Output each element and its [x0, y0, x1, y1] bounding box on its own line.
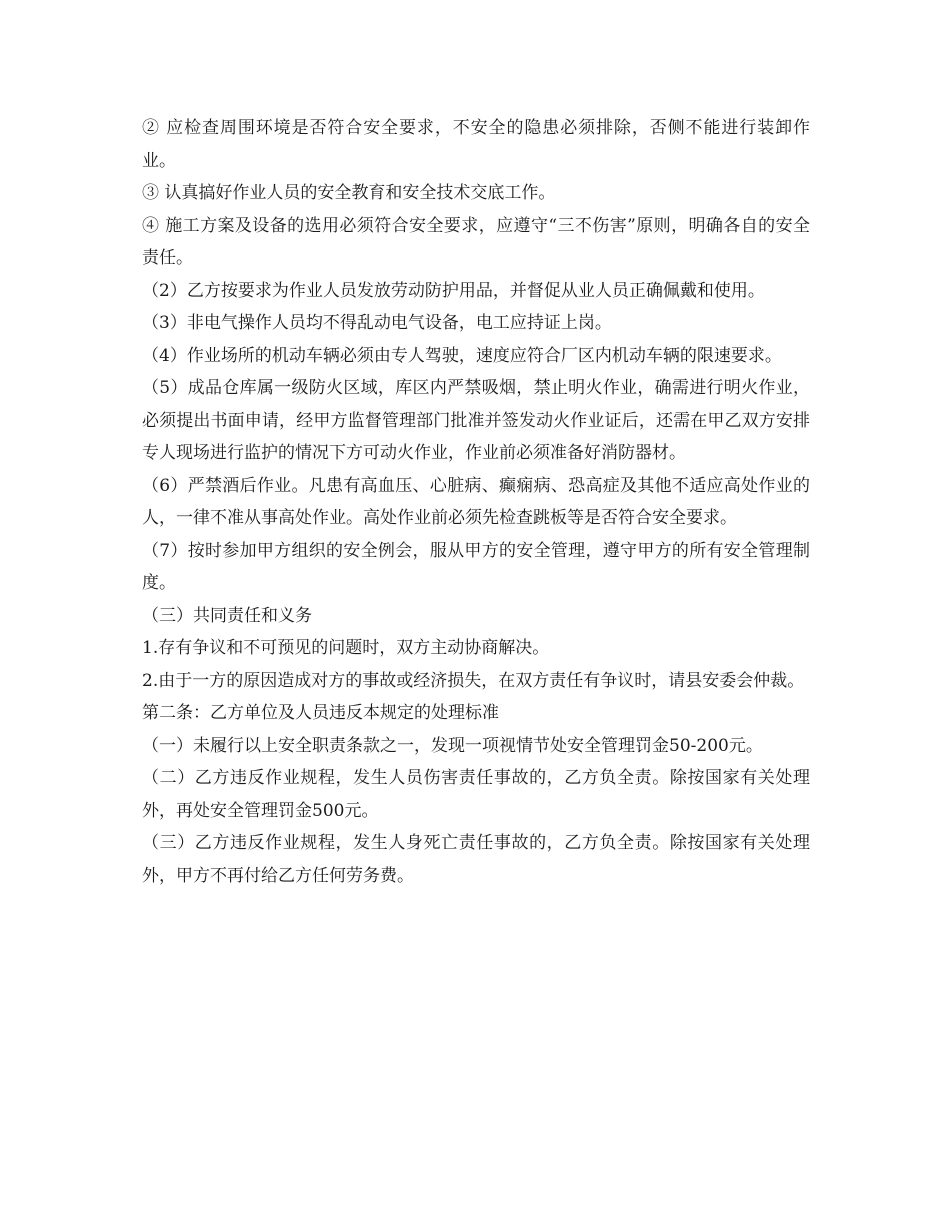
paragraph-clause-2-protective-equipment: （2）乙方按要求为作业人员发放劳动防护用品，并督促从业人员正确佩戴和使用。: [142, 280, 765, 301]
paragraph-penalty-2: （二）乙方违反作业规程，发生人员伤害责任事故的，乙方负全责。除按国家有关处理外，再处安全管理罚金500元。: [142, 768, 810, 821]
section-heading-joint-responsibility: （三）共同责任和义务: [142, 605, 312, 626]
paragraph-penalty-3: （三）乙方违反作业规程，发生人身死亡责任事故的，乙方负全责。除按国家有关处理外，甲方不再付给乙方任何劳务费。: [142, 833, 810, 886]
paragraph-item-4-construction-plan: ④ 施工方案及设备的选用必须符合安全要求，应遵守“三不伤害”原则，明确各自的安全责任。: [142, 215, 810, 268]
paragraph-joint-1-disputes: 1.存有争议和不可预见的问题时，双方主动协商解决。: [142, 638, 550, 658]
paragraph-joint-2-arbitration: 2.由于一方的原因造成对方的事故或经济损失，在双方责任有争议时，请县安委会仲裁。: [142, 670, 805, 691]
paragraph-clause-3-electrical: （3）非电气操作人员均不得乱动电气设备，电工应持证上岗。: [142, 313, 612, 333]
paragraph-penalty-1: （一）未履行以上安全职责条款之一，发现一项视情节处安全管理罚金50-200元。: [142, 735, 763, 756]
paragraph-item-2-inspection: ② 应检查周围环境是否符合安全要求，不安全的隐患必须排除，否侧不能进行装卸作业。: [142, 118, 810, 171]
article-heading-2-penalties: 第二条：乙方单位及人员违反本规定的处理标准: [142, 703, 499, 723]
paragraph-clause-4-vehicles: （4）作业场所的机动车辆必须由专人驾驶，速度应符合厂区内机动车辆的限速要求。: [142, 345, 782, 366]
document-body: [142, 112, 810, 892]
paragraph-clause-7-safety-meetings: （7）按时参加甲方组织的安全例会，服从甲方的安全管理，遵守甲方的所有安全管理制度。: [142, 540, 810, 593]
paragraph-clause-5-fire-safety: （5）成品仓库属一级防火区域，库区内严禁吸烟，禁止明火作业，确需进行明火作业，必须提出书面申请，经甲方监督管理部门批准并签发动火作业证后，还需在甲乙双方安排专人现场进行监护的情况下方可动火作业，作业前必须准备好消防器材。: [142, 378, 810, 463]
paragraph-clause-6-height-work: （6）严禁酒后作业。凡患有高血压、心脏病、癫痫病、恐高症及其他不适应高处作业的人，一律不准从事高处作业。高处作业前必须先检查跳板等是否符合安全要求。: [142, 475, 810, 528]
paragraph-item-3-education: ③ 认真搞好作业人员的安全教育和安全技术交底工作。: [142, 183, 556, 203]
